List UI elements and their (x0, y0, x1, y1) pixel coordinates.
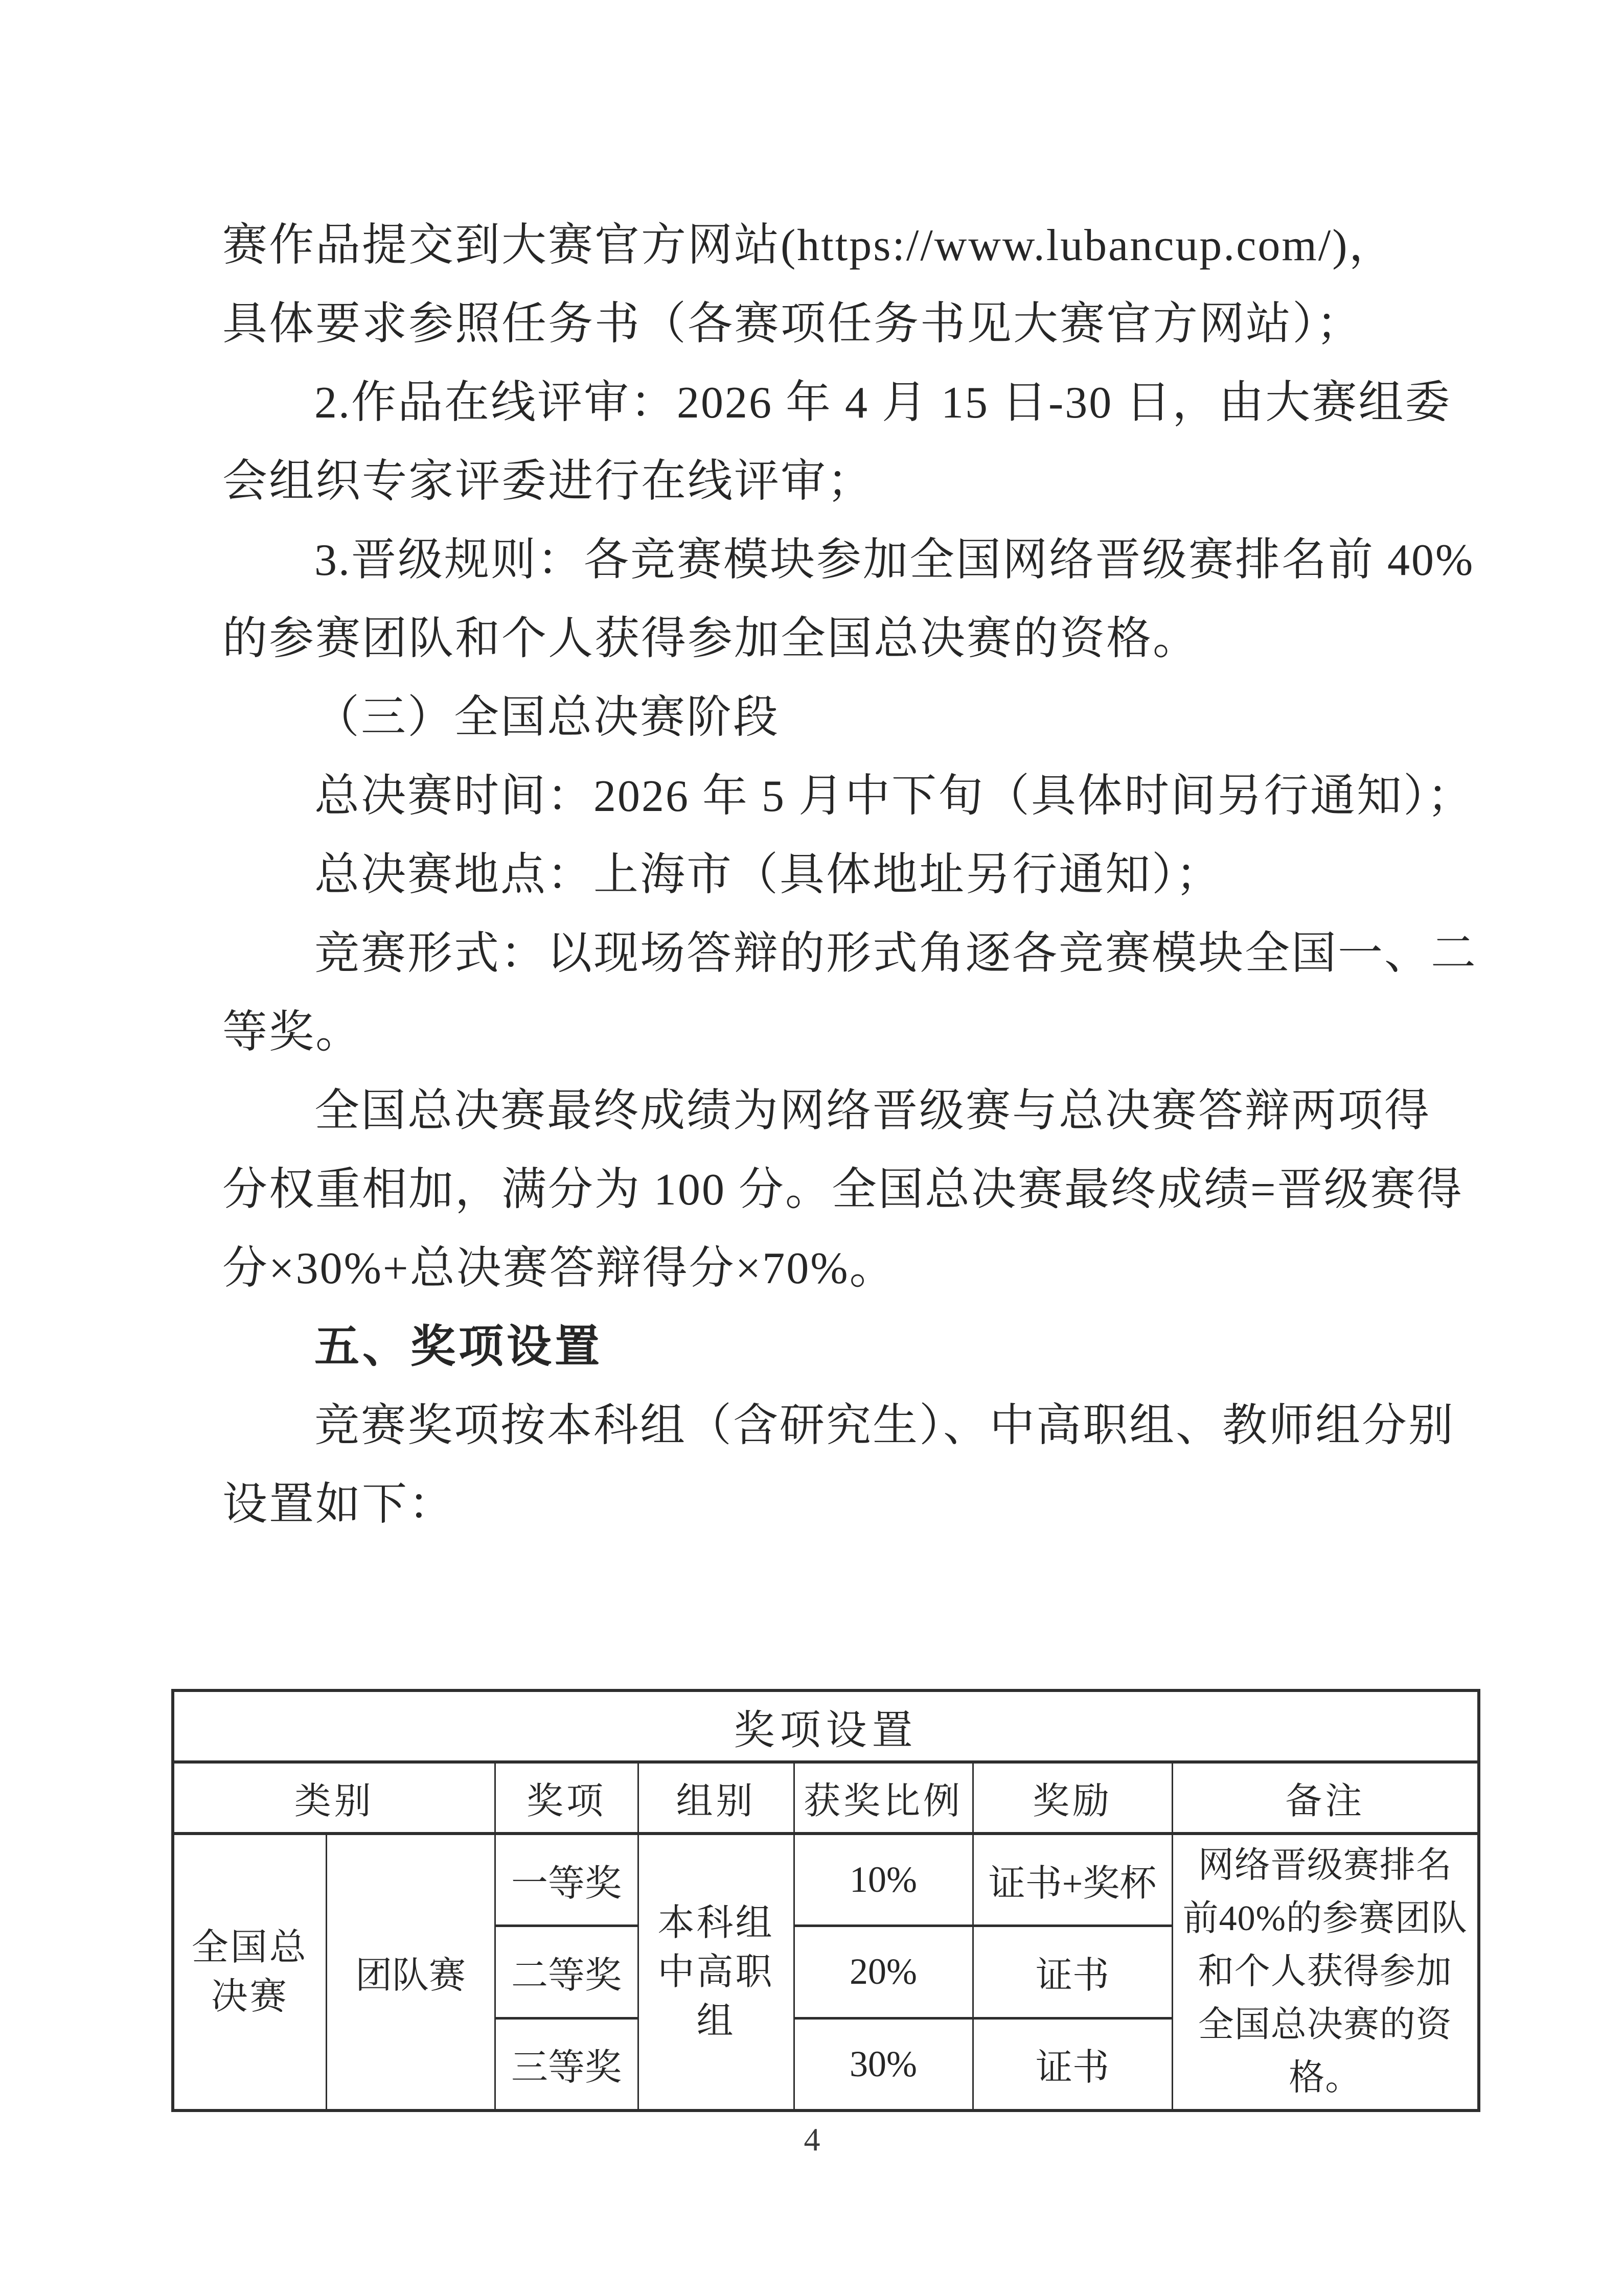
text-line: 分权重相加，满分为 100 分。全国总决赛最终成绩=晋级赛得 (222, 1165, 1463, 1215)
header-group: 组别 (638, 1762, 794, 1834)
cell-award-2: 二等奖 (495, 1926, 638, 2019)
section-heading: 五、奖项设置 (314, 1323, 603, 1372)
text-line: 设置如下： (222, 1480, 455, 1529)
cell-prize-3: 证书 (973, 2018, 1172, 2111)
cell-category-main (173, 1834, 326, 2111)
header-prize: 奖励 (973, 1762, 1172, 1834)
text-line: 分×30%+总决赛答辩得分×70%。 (222, 1244, 896, 1293)
cell-ratio-3: 30% (794, 2018, 973, 2111)
text-line: 3.晋级规则：各竞赛模块参加全国网络晋级赛排名前 40% (314, 536, 1475, 585)
text-line: 竞赛形式：以现场答辩的形式角逐各竞赛模块全国一、二 (314, 929, 1478, 979)
text-line: 全国总决赛最终成绩为网络晋级赛与总决赛答辩两项得 (314, 1086, 1431, 1136)
text-line: 的参赛团队和个人获得参加全国总决赛的资格。 (222, 614, 1200, 664)
section-subheading: （三）全国总决赛阶段 (314, 693, 780, 743)
page-number: 4 (804, 2121, 820, 2158)
header-award: 奖项 (495, 1762, 638, 1834)
group-text: 本科组中高职组 (657, 1903, 774, 2042)
header-remark: 备注 (1172, 1762, 1479, 1834)
cell-prize-1: 证书+奖杯 (973, 1834, 1172, 1926)
category-main-text: 全国总决赛 (191, 1927, 308, 2017)
cell-award-3: 三等奖 (495, 2018, 638, 2111)
table-title: 奖项设置 (173, 1690, 1479, 1762)
cell-group (638, 1834, 794, 2111)
header-ratio: 获奖比例 (794, 1762, 973, 1834)
award-settings-table (171, 1689, 1480, 2112)
cell-ratio-2: 20% (794, 1926, 973, 2019)
header-category: 类别 (173, 1762, 495, 1834)
category-sub-text: 团队赛 (355, 1955, 466, 1996)
cell-ratio-1: 10% (794, 1834, 973, 1926)
text-line: 赛作品提交到大赛官方网站(https://www.lubancup.com/)， (222, 221, 1396, 270)
text-line: 总决赛时间：2026 年 5 月中下旬（具体时间另行通知）； (314, 772, 1474, 821)
remark-text: 网络晋级赛排名前40%的参赛团队和个人获得参加全国总决赛的资格。 (1182, 1846, 1468, 2098)
text-line: 具体要求参照任务书（各赛项任务书见大赛官方网站）； (222, 299, 1363, 349)
text-line: 竞赛奖项按本科组（含研究生）、中高职组、教师组分别 (314, 1401, 1455, 1451)
text-line: 总决赛地点：上海市（具体地址另行通知）； (314, 850, 1223, 900)
cell-award-1: 一等奖 (495, 1834, 638, 1926)
cell-category-sub (326, 1834, 495, 2111)
text-line: 等奖。 (222, 1008, 362, 1057)
cell-prize-2: 证书 (973, 1926, 1172, 2019)
body-text (222, 206, 1478, 1544)
text-line: 2.作品在线评审：2026 年 4 月 15 日-30 日，由大赛组委 (314, 378, 1452, 428)
text-line: 会组织专家评委进行在线评审； (222, 457, 874, 506)
cell-remark (1172, 1834, 1479, 2111)
